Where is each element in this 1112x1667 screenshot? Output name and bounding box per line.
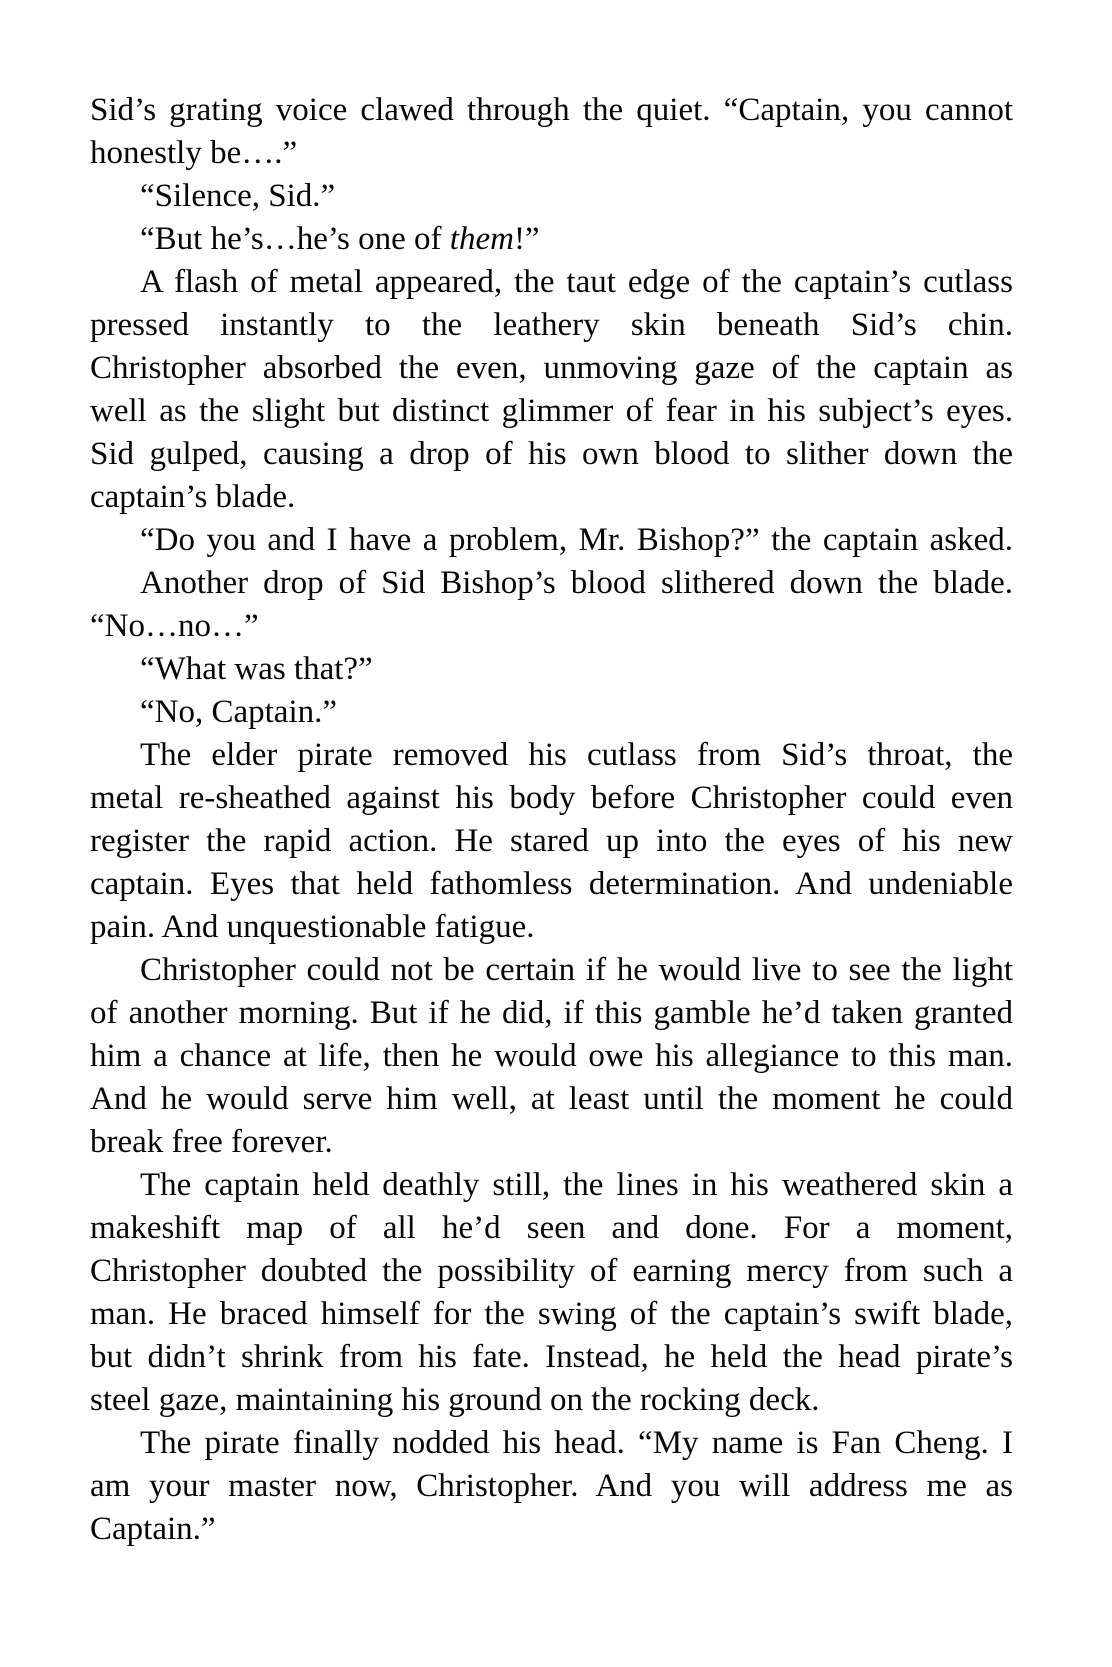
- text-line: well as the slight but distinct glimmer of fear in his subject’s eyes.: [90, 393, 1013, 429]
- text-line: “No…no…”: [90, 608, 259, 644]
- paragraph: [90, 562, 1013, 648]
- text-line: pain. And unquestionable fatigue.: [90, 909, 535, 945]
- text-line: makeshift map of all he’d seen and done. For a moment,: [90, 1210, 1013, 1246]
- text-line: of another morning. But if he did, if this gamble he’d taken granted: [90, 995, 1013, 1031]
- text-line: break free forever.: [90, 1124, 333, 1160]
- text-line: “Do you and I have a problem, Mr. Bishop?” the captain asked.: [140, 522, 1013, 558]
- text-line: but didn’t shrink from his fate. Instead, he held the head pirate’s: [90, 1339, 1013, 1375]
- text-line: Another drop of Sid Bishop’s blood slithered down the blade.: [140, 565, 1013, 601]
- text-line: “Silence, Sid.”: [140, 178, 336, 214]
- text-line: “What was that?”: [140, 651, 373, 687]
- paragraph: [90, 648, 1013, 691]
- paragraph: [90, 734, 1013, 949]
- text-line: Christopher doubted the possibility of earning mercy from such a: [90, 1253, 1013, 1289]
- text-line: “No, Captain.”: [140, 694, 338, 730]
- paragraph: [90, 261, 1013, 519]
- paragraph: [90, 519, 1013, 562]
- text-line: Captain.”: [90, 1511, 216, 1547]
- paragraph: [90, 949, 1013, 1164]
- paragraph: [90, 1164, 1013, 1422]
- text-line: The pirate finally nodded his head. “My name is Fan Cheng. I: [140, 1425, 1013, 1461]
- text-line: Christopher absorbed the even, unmoving gaze of the captain as: [90, 350, 1013, 386]
- paragraph: [90, 218, 1013, 261]
- text-line: The elder pirate removed his cutlass from Sid’s throat, the: [140, 737, 1013, 773]
- text-line: register the rapid action. He stared up into the eyes of his new: [90, 823, 1013, 859]
- page-text: [90, 89, 1013, 1551]
- paragraph: [90, 175, 1013, 218]
- text-line: metal re-sheathed against his body before Christopher could even: [90, 780, 1013, 816]
- text-line: “But he’s…he’s one of them!”: [140, 221, 540, 257]
- text-line: Christopher could not be certain if he would live to see the light: [140, 952, 1013, 988]
- italic-text: them: [449, 221, 514, 257]
- text-line: am your master now, Christopher. And you will address me as: [90, 1468, 1013, 1504]
- text-line: And he would serve him well, at least until the moment he could: [90, 1081, 1013, 1117]
- text-line: him a chance at life, then he would owe his allegiance to this man.: [90, 1038, 1013, 1074]
- text-line: The captain held deathly still, the lines in his weathered skin a: [140, 1167, 1013, 1203]
- text-line: captain. Eyes that held fathomless determination. And undeniable: [90, 866, 1013, 902]
- text-line: Sid gulped, causing a drop of his own blood to slither down the: [90, 436, 1013, 472]
- text-line: Sid’s grating voice clawed through the quiet. “Captain, you cannot: [90, 92, 1013, 128]
- text-line: pressed instantly to the leathery skin beneath Sid’s chin.: [90, 307, 1013, 343]
- text-line: man. He braced himself for the swing of the captain’s swift blade,: [90, 1296, 1013, 1332]
- text-line: honestly be….”: [90, 135, 298, 171]
- text-line: A flash of metal appeared, the taut edge of the captain’s cutlass: [140, 264, 1013, 300]
- paragraph: [90, 691, 1013, 734]
- paragraph: [90, 89, 1013, 175]
- text-line: steel gaze, maintaining his ground on the rocking deck.: [90, 1382, 820, 1418]
- text-line: captain’s blade.: [90, 479, 296, 515]
- paragraph: [90, 1422, 1013, 1551]
